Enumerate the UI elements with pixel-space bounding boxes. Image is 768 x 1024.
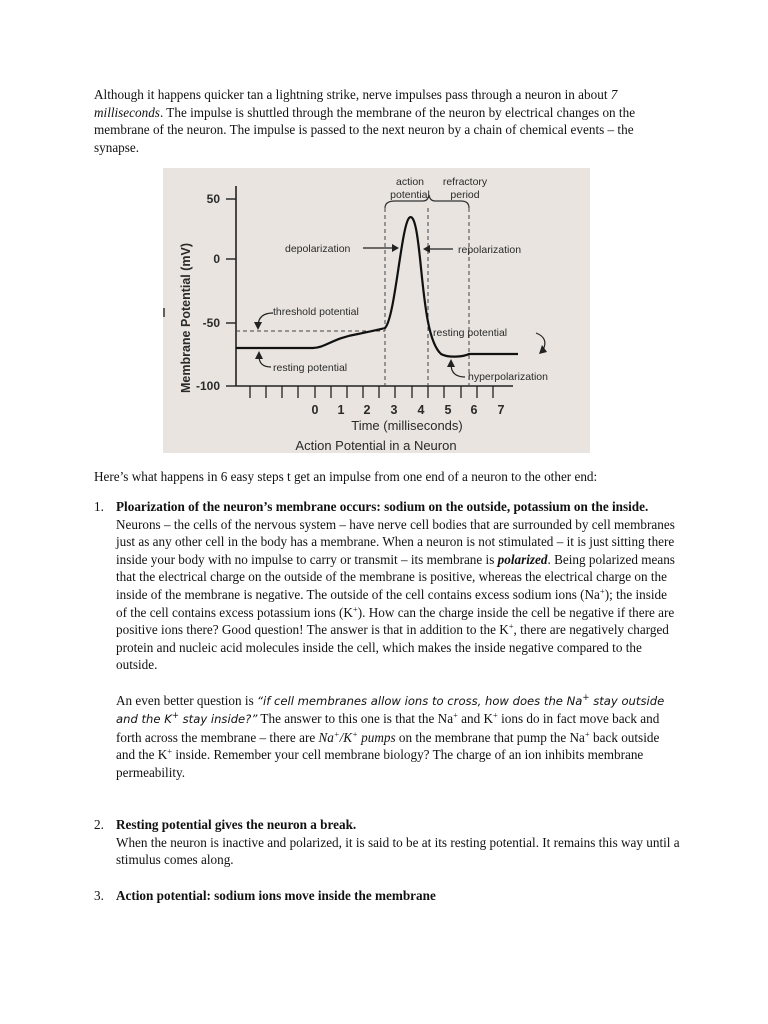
intro-duration: 7 milliseconds	[94, 87, 618, 120]
repolarization-arrowhead	[423, 245, 430, 253]
refractory-label-2: period	[450, 189, 480, 201]
x-tick-2: 2	[363, 403, 371, 417]
y-tick-minus50: -50	[202, 316, 220, 330]
depolarization-label: depolarization	[285, 243, 351, 255]
y-tick-0: 0	[213, 252, 220, 266]
list-item-content	[116, 887, 680, 905]
action-potential-figure	[163, 168, 590, 453]
list-number: 2.	[94, 817, 104, 832]
resting-potential-label-right: resting potential	[433, 327, 508, 339]
pump-term: Na+/K+ pumps	[318, 728, 396, 745]
x-tick-0: 0	[311, 403, 319, 417]
action-potential-label-2: potential	[390, 189, 430, 201]
refractory-label-1: refractory	[442, 176, 488, 188]
list-item-content	[116, 498, 680, 782]
list-number: 3.	[94, 888, 104, 903]
y-tick-minus100: -100	[195, 379, 220, 393]
y-ticks	[226, 199, 236, 386]
question-quote: “if cell membranes allow ions to cross, how does the Na+ stay outside and the K+ stay inside?”	[116, 692, 665, 727]
y-axis-label: Membrane Potential (mV)	[179, 242, 193, 394]
resting-right-arrowhead	[539, 345, 547, 354]
resting-potential-label-left: resting potential	[273, 362, 348, 374]
x-axis-label: Time (milliseconds)	[351, 418, 463, 433]
threshold-arrowhead	[254, 322, 262, 330]
x-tick-3: 3	[390, 403, 398, 417]
y-tick-50: 50	[206, 192, 220, 206]
threshold-label: threshold potential	[273, 306, 359, 318]
x-tick-1: 1	[337, 403, 345, 417]
step-heading: Action potential: sodium ions move inside the membrane	[116, 888, 436, 903]
intro-paragraph: Although it happens quicker tan a lightning strike, nerve impulses pass through a neuron in about 7 milliseconds. The impulse is shuttled through the membrane of the neuron by electrical changes on the membrane of the neuron. The impulse is passed to the next neuron by a chain of chemical events – the synapse.	[94, 87, 636, 155]
action-potential-label-1: action	[395, 176, 425, 188]
resting-left-arrowhead	[255, 351, 263, 359]
x-tick-4: 4	[417, 403, 425, 417]
depolarization-arrowhead	[392, 244, 399, 252]
term-polarized: polarized	[497, 551, 548, 567]
repolarization-label: repolarization	[458, 244, 522, 256]
step-heading: Ploarization of the neuron’s membrane occurs: sodium on the outside, potassium on the inside.	[116, 499, 649, 514]
x-tick-marks	[250, 386, 493, 398]
x-tick-6: 6	[470, 403, 478, 417]
x-tick-5: 5	[444, 403, 452, 417]
x-tick-7: 7	[497, 403, 505, 417]
step-paragraph: An even better question is “if cell membranes allow ions to cross, how does the Na+ stay outside and the K+ stay inside?” The answer to this one is that the Na+ and K+ ions do in fact move back and forth across the membrane – there are Na+/K+ pumps on the membrane that pump the Na+ back outside and the K+ inside. Remember your cell membrane biology? The charge of an ion inhibits membrane permeability.	[116, 692, 665, 780]
step-paragraph: Neurons – the cells of the nervous system – have nerve cell bodies that are surrounded by cell membranes just as any other cell in the body has a membrane. When a neuron is not stimulated – it is just sitting there inside your body with no impulse to carry or transmit – its membrane is polarized. Being polarized means that the electrical charge on the outside of the membrane is positive, whereas the electrical charge on the inside of the membrane is negative. The outside of the cell contains excess sodium ions (Na+); the inside of the cell contains excess potassium ions (K+). How can the charge inside the cell be negative if there are positive ions there? Good question! The answer is that in addition to the K+, there are negatively charged protein and nucleic acid molecules inside the cell, which makes the inside negative compared to the outside.	[116, 516, 675, 673]
steps-intro: Here’s what happens in 6 easy steps t get an impulse from one end of a neuron to the other end:	[94, 469, 598, 484]
step-heading: Resting potential gives the neuron a break.	[116, 817, 357, 832]
list-number: 1.	[94, 499, 104, 514]
action-potential-graph	[163, 168, 590, 453]
step-paragraph: When the neuron is inactive and polarized, it is said to be at its resting potential. It remains this way until a stimulus comes along.	[116, 834, 680, 868]
figure-title: Action Potential in a Neuron	[295, 438, 457, 453]
list-item-content	[116, 816, 680, 869]
hyperpolarization-label: hyperpolarization	[468, 371, 548, 383]
hyperpolarization-arrowhead	[447, 359, 455, 367]
guide-lines	[236, 208, 469, 386]
